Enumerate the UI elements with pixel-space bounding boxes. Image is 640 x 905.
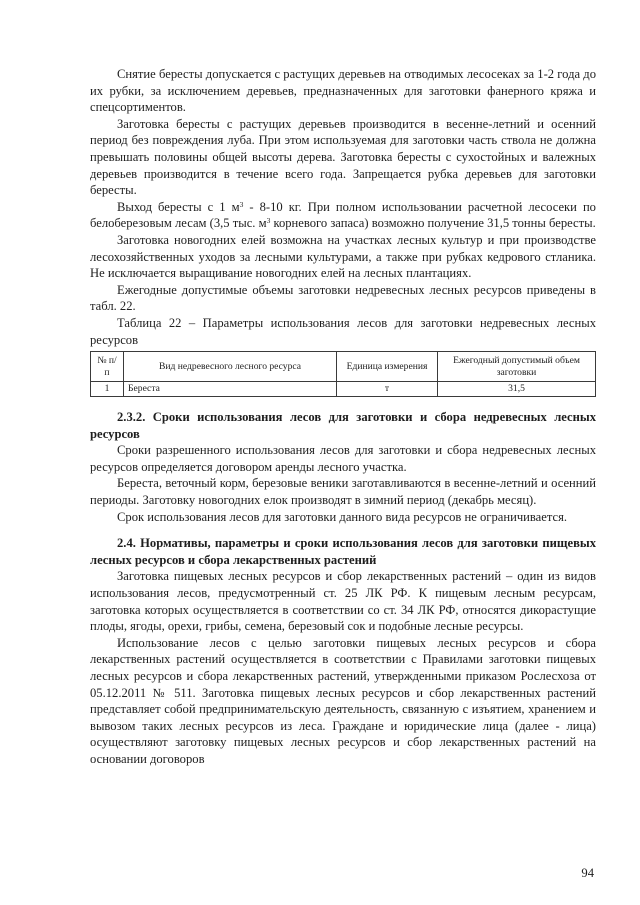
paragraph-annual-volumes: Ежегодные допустимые объемы заготовки недревесных лесных ресурсов приведены в табл. 22.: [90, 282, 596, 314]
table-cell-resource: Береста: [124, 382, 337, 397]
paragraph-term-unlimited: Срок использования лесов для заготовки данного вида ресурсов не ограничивается.: [117, 509, 568, 524]
table-header-unit: Единица измерения: [337, 352, 438, 382]
paragraph-harvest-rules: Использование лесов с целью заготовки пищевых лесных ресурсов и сбора лекарственных растений осуществляется в соответствии с Правилами заготовки пищевых лесных ресурсов и сбора лекарственных растений, утвержденными приказом Рослесхоза от 05.12.2011 № 511. Заготовка пищевых лесных ресурсов и сбор лекарственных растений представляет собой предпринимательскую деятельность, связанную с изъятием, хранением и вывозом таких лесных ресурсов из леса. Граждане и юридические лица (далее - лица) осуществляют заготовку пищевых лесных ресурсов и сбор лекарственных растений на основании договоров: [90, 635, 596, 766]
table-header-row: [91, 352, 596, 382]
paragraph-terms-lease: Сроки разрешенного использования лесов для заготовки и сбора недревесных лесных ресурсов определяется договором аренды лесного участка.: [90, 443, 596, 474]
paragraph-birch-bark-harvest: Заготовка бересты с растущих деревьев производится в весенне-летний и осенний период без повреждения луба. При этом используемая для заготовки часть ствола не должна превышать половины общей высоты дерева. Заготовка бересты с сухостойных и валежных деревьев производится в течение всего года. Запрещается рубка деревьев для заготовки бересты.: [90, 116, 596, 198]
table-caption: Таблица 22 – Параметры использования лесов для заготовки недревесных лесных ресурсов: [90, 315, 596, 347]
paragraph-food-resources: Заготовка пищевых лесных ресурсов и сбор лекарственных растений – один из видов использования лесов, предусмотренный ст. 25 ЛК РФ. К пищевым лесным ресурсам, заготовка которых осуществляется в соответствии со ст. 34 ЛК РФ, относятся дикорастущие плоды, ягоды, орехи, грибы, семена, березовый сок и подобные лесные ресурсы.: [90, 569, 596, 634]
resource-table: [90, 351, 596, 397]
document-page: [90, 66, 596, 768]
paragraph-birch-bark-removal: Снятие бересты допускается с растущих деревьев на отводимых лесосеках за 1-2 года до их рубки, за исключением деревьев, предназначенных для заготовки фанерного кряжа и спецсортиментов.: [90, 67, 596, 115]
table-header-volume: Ежегодный допустимый объем заготовки: [438, 352, 596, 382]
table-cell-volume: 31,5: [438, 382, 596, 397]
paragraph-new-year-trees: Заготовка новогодних елей возможна на участках лесных культур и при производстве лесохозяйственных уходов за лесными культурами, а также при рубках кедрового стланика. Не исключается выращивание новогодних елей на лесных плантациях.: [90, 232, 596, 281]
table-cell-number: 1: [91, 382, 124, 397]
table-header-number: № п/п: [91, 352, 124, 382]
section-heading-2-4: 2.4. Нормативы, параметры и сроки использования лесов для заготовки пищевых лесных ресурсов и сбора лекарственных растений: [90, 536, 596, 567]
paragraph-birch-bark-yield: Выход бересты с 1 $м^3 - 8-10$ кг. При полном использовании расчетной лесосеки по белоберезовым лесам (3,5 тыс. $м^3$ корневого запаса) возможно получение 31,5 тонны бересты.: [90, 199, 596, 231]
section-heading-2-3-2: 2.3.2. Сроки использования лесов для заготовки и сбора недревесных лесных ресурсов: [90, 410, 596, 441]
table-header-resource: Вид недревесного лесного ресурса: [124, 352, 337, 382]
table-cell-unit: т: [337, 382, 438, 397]
page-number: 94: [581, 866, 594, 880]
table-row: [91, 382, 596, 397]
paragraph-harvest-seasons: Береста, веточный корм, березовые веники заготавливаются в весенне-летний и осенний периоды. Заготовку новогодних елок производят в зимний период (декабрь месяц).: [90, 476, 596, 508]
